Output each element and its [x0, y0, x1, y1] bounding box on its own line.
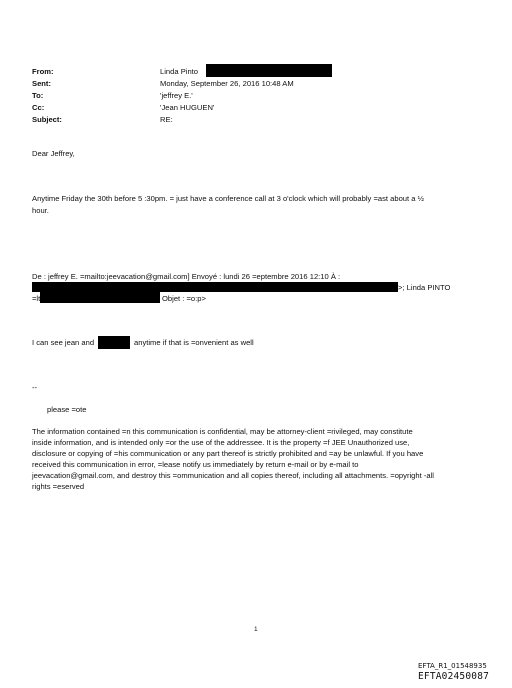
redaction-box: [98, 336, 130, 349]
bates-stamp-secondary: EFTA02450087: [418, 671, 490, 682]
sent-label: Sent:: [32, 79, 51, 88]
message-text: anytime if that is =onvenient as well: [134, 338, 254, 347]
to-value: 'jeffrey E.': [160, 91, 193, 100]
message-text: I can see jean and: [32, 338, 95, 347]
subject-label: Subject:: [32, 115, 62, 124]
cc-value: 'Jean HUGUEN': [160, 103, 215, 112]
redaction-box: [40, 292, 160, 303]
disclaimer-line: The information contained =n this communication is confidential, may be attorney-client =rivileged, may constitute: [32, 427, 413, 436]
disclaimer-line: rights =eserved: [32, 482, 85, 491]
page-number: 1: [254, 626, 258, 633]
disclaimer-line: jeevacation@gmail.com, and destroy this =ommunication and all copies thereof, including all attachments. =opyright -all: [32, 471, 434, 480]
paragraph-line: hour.: [32, 206, 49, 215]
quoted-header-line: De : jeffrey E. =mailto:jeevacation@gmail.com] Envoyé : lundi 26 =eptembre 2016 12:10 À :: [32, 272, 341, 281]
cc-label: Cc:: [32, 103, 45, 112]
quoted-recipient: >; Linda PINTO: [398, 283, 451, 292]
to-label: To:: [32, 91, 44, 100]
greeting: Dear Jeffrey,: [32, 149, 75, 158]
please-note: please =ote: [47, 405, 87, 414]
from-label: From:: [32, 67, 54, 76]
subject-value: RE:: [160, 115, 173, 124]
paragraph-line: Anytime Friday the 30th before 5 :30pm. = just have a conference call at 3 o'clock which will probably =ast about a ½: [32, 194, 424, 203]
redaction-box: [206, 64, 332, 77]
bates-stamp-primary: EFTA_R1_01548935: [418, 662, 487, 670]
disclaimer-line: received this communication in error, =lease notify us immediately by return e-mail or by e-mail to: [32, 460, 359, 469]
quoted-subject: Objet : =o:p>: [162, 294, 206, 303]
disclaimer-line: disclosure or copying of =his communication or any part thereof is strictly prohibited and =ay be unlawful. If you have: [32, 449, 424, 458]
quoted-lt: =lt: [32, 294, 41, 303]
sent-value: Monday, September 26, 2016 10:48 AM: [160, 79, 294, 88]
disclaimer-line: inside information, and is intended only =or the use of the addressee. It is the property =f JEE Unauthorized use,: [32, 438, 410, 447]
signature-separator: --: [32, 383, 38, 392]
from-value: Linda Pinto: [160, 67, 198, 76]
redaction-box: [32, 282, 398, 292]
